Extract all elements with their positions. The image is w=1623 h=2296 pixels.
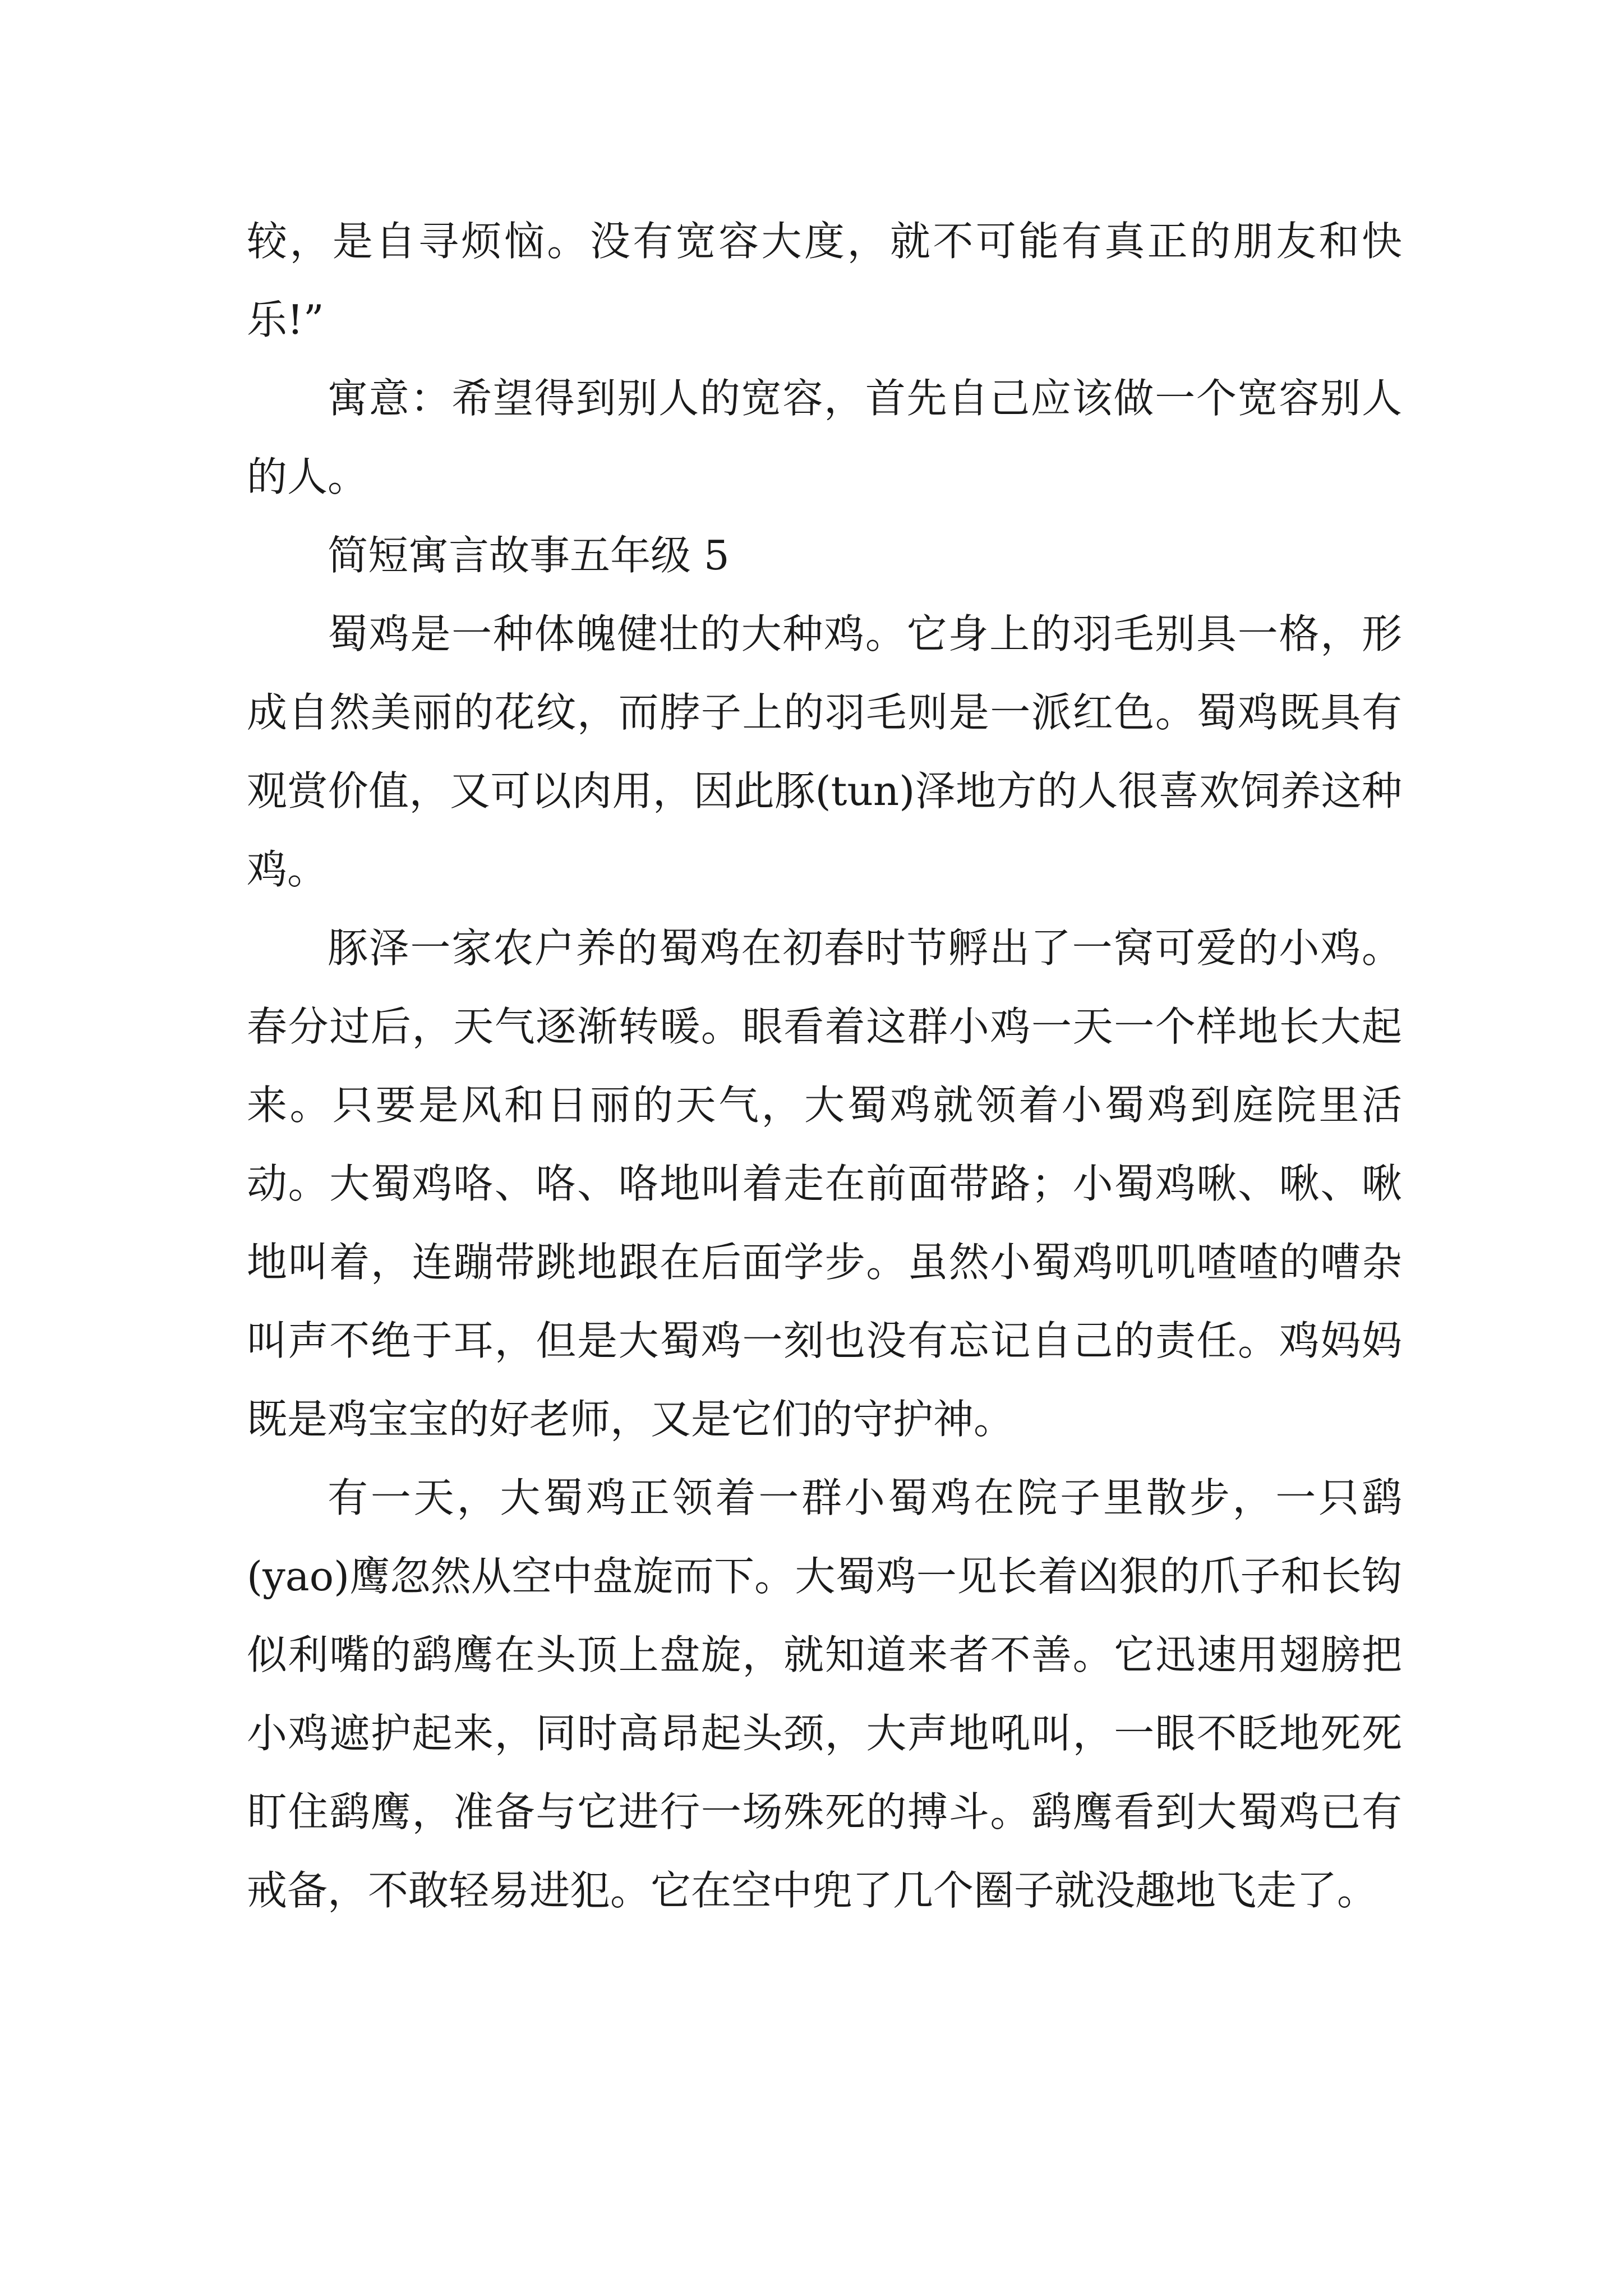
paragraph-story-1: 蜀鸡是一种体魄健壮的大种鸡。它身上的羽毛别具一格，形成自然美丽的花纹，而脖子上的羽毛则是一派红色。蜀鸡既具有观赏价值，又可以肉用，因此豚(tun)泽地方的人很喜欢饲养这种鸡。 bbox=[247, 610, 1402, 893]
paragraph-continuation: 较，是自寻烦恼。没有宽容大度，就不可能有真正的朋友和快乐!” bbox=[247, 218, 1402, 343]
paragraph-moral: 寓意：希望得到别人的宽容，首先自己应该做一个宽容别人的人。 bbox=[247, 375, 1402, 500]
section-heading: 简短寓言故事五年级 5 bbox=[328, 532, 730, 579]
paragraph-story-2: 豚泽一家农户养的蜀鸡在初春时节孵出了一窝可爱的小鸡。春分过后，天气逐渐转暖。眼看着这群小鸡一天一个样地长大起来。只要是风和日丽的天气，大蜀鸡就领着小蜀鸡到庭院里活动。大蜀鸡咯、咯、咯地叫着走在前面带路；小蜀鸡啾、啾、啾地叫着，连蹦带跳地跟在后面学步。虽然小蜀鸡叽叽喳喳的嘈杂叫声不绝于耳，但是大蜀鸡一刻也没有忘记自己的责任。鸡妈妈既是鸡宝宝的好老师，又是它们的守护神。 bbox=[247, 924, 1402, 1443]
document-body bbox=[247, 202, 1402, 1930]
paragraph-story-3: 有一天，大蜀鸡正领着一群小蜀鸡在院子里散步，一只鹞(yao)鹰忽然从空中盘旋而下。大蜀鸡一见长着凶狠的爪子和长钩似利嘴的鹞鹰在头顶上盘旋，就知道来者不善。它迅速用翅膀把小鸡遮护起来，同时高昂起头颈，大声地吼叫，一眼不眨地死死盯住鹞鹰，准备与它进行一场殊死的搏斗。鹞鹰看到大蜀鸡已有戒备，不敢轻易进犯。它在空中兜了几个圈子就没趣地飞走了。 bbox=[247, 1474, 1402, 1914]
